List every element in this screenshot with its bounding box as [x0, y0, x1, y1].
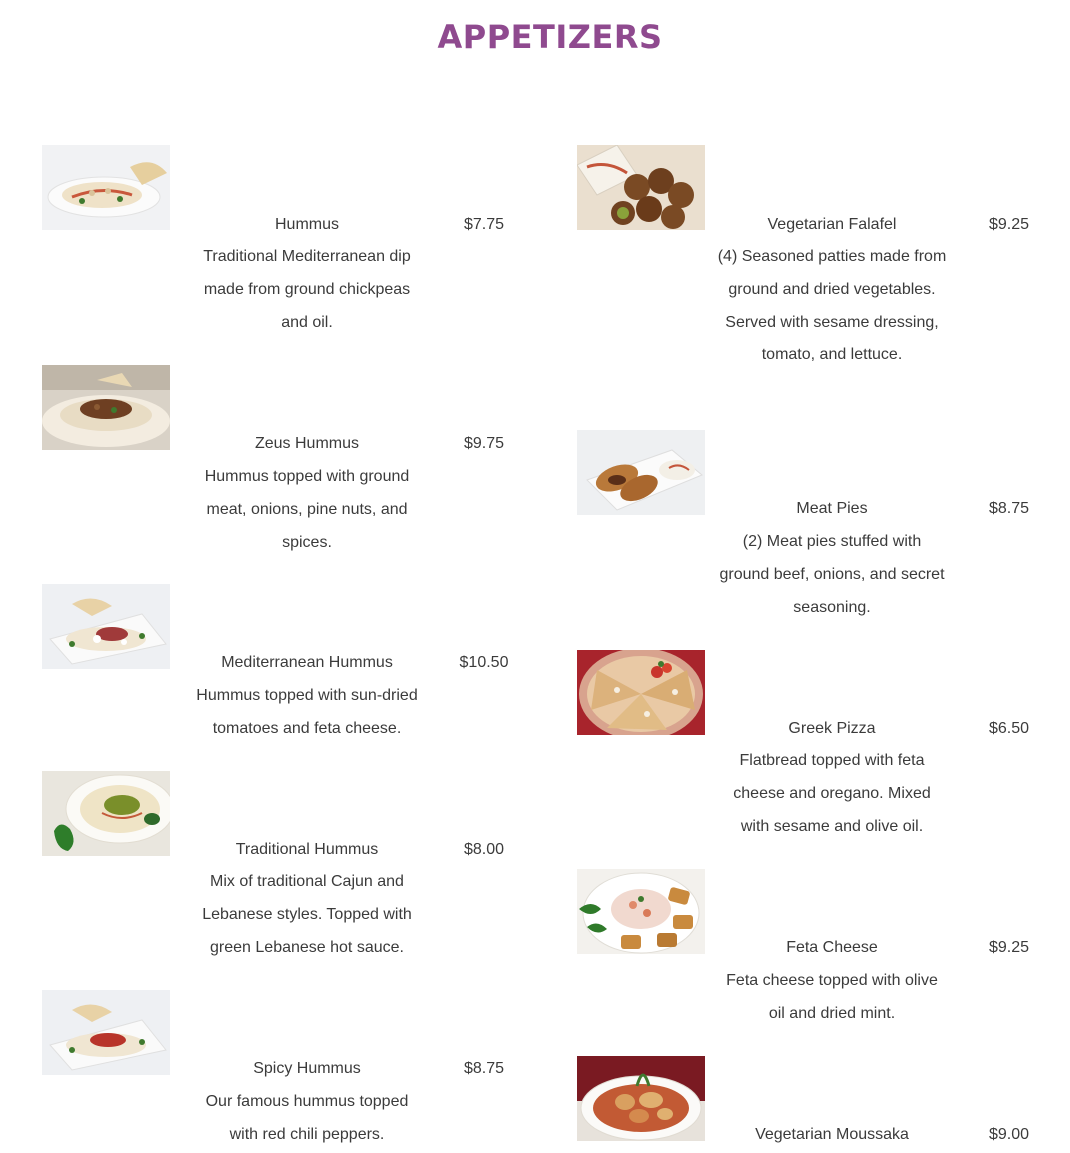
- item-name: Vegetarian Falafel: [767, 216, 897, 233]
- item-price: $6.50: [988, 720, 1030, 737]
- hummus-photo: [42, 145, 170, 230]
- feta-cheese-photo: [577, 869, 705, 954]
- item-description: Flatbread topped with feta cheese and oregano. Mixed with sesame and olive oil.: [733, 752, 931, 835]
- item-name: Zeus Hummus: [254, 435, 360, 452]
- item-name: Greek Pizza: [788, 720, 876, 737]
- item-description: Our famous hummus topped with red chili peppers.: [205, 1093, 409, 1143]
- traditional-hummus-photo: [42, 771, 170, 856]
- moussaka-photo: [577, 1056, 705, 1141]
- spicy-hummus-photo: [42, 990, 170, 1075]
- item-description: Hummus topped with sun-dried tomatoes and feta cheese.: [196, 687, 418, 737]
- item-price: $8.75: [988, 500, 1030, 517]
- item-price: $9.25: [988, 216, 1030, 233]
- item-name: Vegetarian Moussaka: [755, 1126, 909, 1143]
- mediterranean-hummus-photo: [42, 584, 170, 669]
- item-name: Meat Pies: [796, 500, 868, 517]
- item-description: (2) Meat pies stuffed with ground beef, onions, and secret seasoning.: [719, 533, 945, 616]
- item-price: $8.00: [463, 841, 505, 858]
- falafel-photo: [577, 145, 705, 230]
- item-description: Hummus topped with ground meat, onions, pine nuts, and spices.: [204, 468, 410, 551]
- greek-pizza-photo: [577, 650, 705, 735]
- item-name: Feta Cheese: [786, 939, 878, 956]
- meat-pies-photo: [577, 430, 705, 515]
- item-name: Spicy Hummus: [253, 1060, 361, 1077]
- item-price: $7.75: [463, 216, 505, 233]
- item-price: $10.50: [459, 654, 509, 671]
- item-description: (4) Seasoned patties made from ground and dried vegetables. Served with sesame dressing, tomato, and lettuce.: [717, 248, 947, 364]
- item-description: Traditional Mediterranean dip made from ground chickpeas and oil.: [203, 248, 411, 331]
- item-price: $8.75: [463, 1060, 505, 1077]
- item-description: Mix of traditional Cajun and Lebanese styles. Topped with green Lebanese hot sauce.: [202, 873, 412, 956]
- item-price: $9.25: [988, 939, 1030, 956]
- item-name: Traditional Hummus: [235, 841, 379, 858]
- item-description: Feta cheese topped with olive oil and dried mint.: [726, 972, 938, 1022]
- item-name: Mediterranean Hummus: [221, 654, 393, 671]
- section-title: APPETIZERS: [437, 18, 663, 56]
- item-name: Hummus: [274, 216, 339, 233]
- item-price: $9.00: [988, 1126, 1030, 1143]
- zeus-hummus-photo: [42, 365, 170, 450]
- item-price: $9.75: [463, 435, 505, 452]
